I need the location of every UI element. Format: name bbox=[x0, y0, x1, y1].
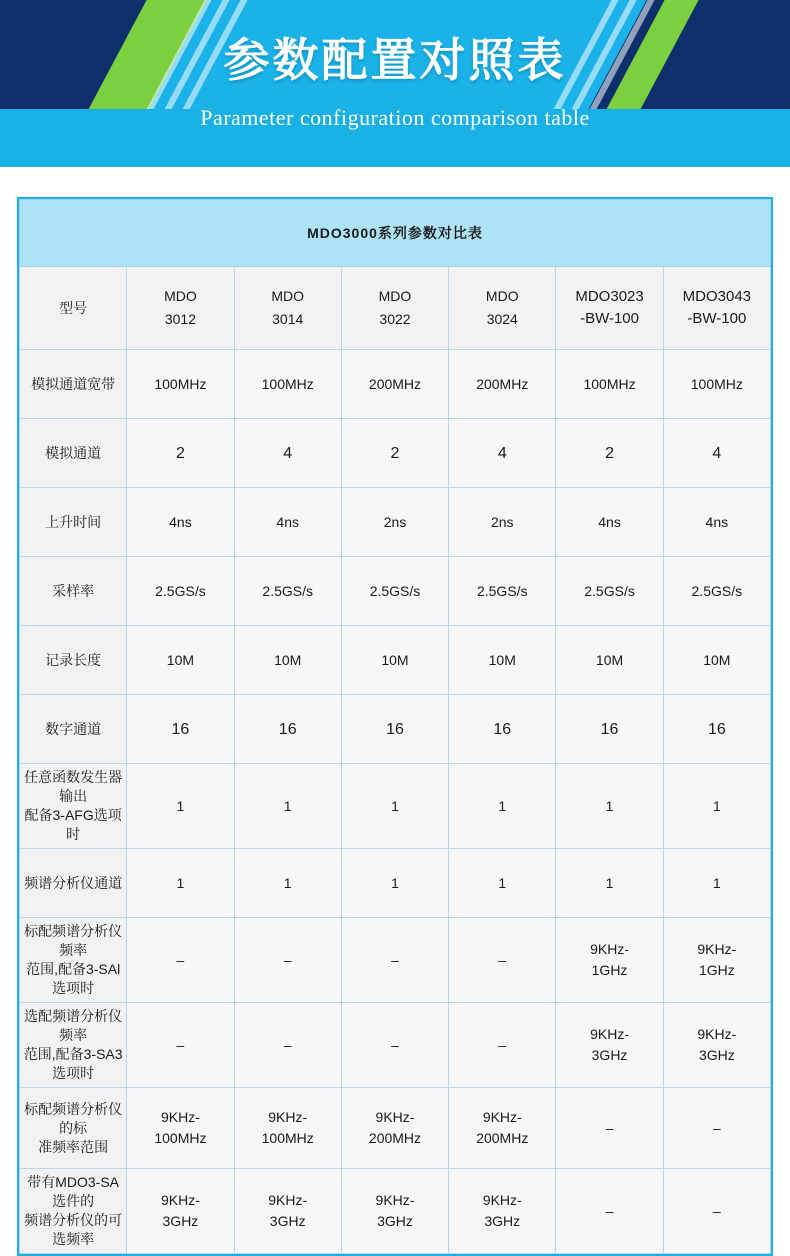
table-row bbox=[20, 419, 771, 488]
cell-5-4: 16 bbox=[556, 695, 663, 764]
column-header-5 bbox=[663, 267, 770, 350]
cell-2-2: 2ns bbox=[341, 488, 448, 557]
cell-7-4: 1 bbox=[556, 849, 663, 918]
row-label-10-line1: 标配频谱分析仪的标 bbox=[24, 1100, 123, 1136]
cell-10-2: 9KHz- 200MHz bbox=[341, 1088, 448, 1169]
table-row bbox=[20, 1169, 771, 1254]
cell-1-5: 4 bbox=[663, 419, 770, 488]
cell-4-5: 10M bbox=[663, 626, 770, 695]
cell-0-2: 200MHz bbox=[341, 350, 448, 419]
cell-9-2: – bbox=[341, 1003, 448, 1088]
cell-1-4: 2 bbox=[556, 419, 663, 488]
cell-9-5: 9KHz- 3GHz bbox=[663, 1003, 770, 1088]
cell-0-0: 100MHz bbox=[127, 350, 234, 419]
cell-8-2: – bbox=[341, 918, 448, 1003]
cell-3-0: 2.5GS/s bbox=[127, 557, 234, 626]
row-label-6-line1: 任意函数发生器输出 bbox=[24, 769, 123, 804]
column-header-0-line1: MDO bbox=[164, 288, 197, 304]
row-label-9-line2: 范围,配备3-SA3选项时 bbox=[23, 1046, 123, 1081]
cell-2-1: 4ns bbox=[234, 488, 341, 557]
cell-5-3: 16 bbox=[449, 695, 556, 764]
cell-8-3: – bbox=[449, 918, 556, 1003]
cell-3-1: 2.5GS/s bbox=[234, 557, 341, 626]
cell-3-3: 2.5GS/s bbox=[449, 557, 556, 626]
cell-7-2: 1 bbox=[341, 849, 448, 918]
column-header-2-line1: MDO bbox=[378, 288, 412, 304]
cell-7-0: 1 bbox=[127, 849, 234, 918]
cell-10-4: – bbox=[556, 1088, 663, 1169]
column-header-4-line2: -BW-100 bbox=[580, 310, 639, 327]
cell-8-0: – bbox=[127, 918, 234, 1003]
column-header-2-line2: 3022 bbox=[379, 311, 411, 327]
row-label-11-line2: 频谱分析仪的可选频率 bbox=[24, 1212, 123, 1247]
cell-9-3: – bbox=[449, 1003, 556, 1088]
cell-1-1: 4 bbox=[234, 419, 341, 488]
cell-10-1: 9KHz- 100MHz bbox=[234, 1088, 341, 1169]
table-row bbox=[20, 918, 771, 1003]
row-label-2: 上升时间 bbox=[20, 488, 127, 557]
table-header-row bbox=[20, 267, 771, 350]
page-title: 参数配置对照表 bbox=[223, 34, 567, 86]
cell-6-5: 1 bbox=[663, 764, 770, 849]
cell-8-5: 9KHz- 1GHz bbox=[663, 918, 770, 1003]
cell-3-5: 2.5GS/s bbox=[663, 557, 770, 626]
spec-table-body bbox=[20, 200, 771, 1254]
column-header-0-line2: 3012 bbox=[164, 311, 196, 327]
row-label-11 bbox=[20, 1169, 127, 1254]
page-subtitle: Parameter configuration comparison table bbox=[200, 105, 590, 130]
cell-10-0: 9KHz- 100MHz bbox=[127, 1088, 234, 1169]
cell-8-4: 9KHz- 1GHz bbox=[556, 918, 663, 1003]
table-row bbox=[20, 1003, 771, 1088]
column-header-2 bbox=[341, 267, 448, 350]
row-label-3: 采样率 bbox=[20, 557, 127, 626]
row-label-7: 频谱分析仪通道 bbox=[20, 849, 127, 918]
cell-4-0: 10M bbox=[127, 626, 234, 695]
table-row bbox=[20, 1088, 771, 1169]
cell-0-1: 100MHz bbox=[234, 350, 341, 419]
table-row bbox=[20, 695, 771, 764]
cell-3-2: 2.5GS/s bbox=[341, 557, 448, 626]
row-label-6-line2: 配备3-AFG选项时 bbox=[24, 807, 122, 842]
cell-1-2: 2 bbox=[341, 419, 448, 488]
spec-table-container bbox=[17, 197, 773, 1256]
row-label-9-line1: 选配频谱分析仪频率 bbox=[24, 1008, 123, 1043]
row-label-10 bbox=[20, 1088, 127, 1169]
row-label-8-line1: 标配频谱分析仪频率 bbox=[24, 923, 123, 958]
header-corner-label: 型号 bbox=[20, 267, 127, 350]
column-header-3-line2: 3024 bbox=[486, 311, 518, 327]
cell-2-4: 4ns bbox=[556, 488, 663, 557]
row-label-10-line2: 准频率范围 bbox=[38, 1138, 109, 1155]
spec-table bbox=[19, 199, 771, 1254]
cell-7-3: 1 bbox=[449, 849, 556, 918]
column-header-0 bbox=[127, 267, 234, 350]
cell-8-1: – bbox=[234, 918, 341, 1003]
row-label-8 bbox=[20, 918, 127, 1003]
cell-11-0: 9KHz- 3GHz bbox=[127, 1169, 234, 1254]
row-label-11-line1: 带有MDO3-SA选件的 bbox=[27, 1174, 120, 1209]
cell-6-2: 1 bbox=[341, 764, 448, 849]
cell-7-1: 1 bbox=[234, 849, 341, 918]
table-row bbox=[20, 350, 771, 419]
column-header-5-line1: MDO3043 bbox=[682, 288, 752, 305]
page-header-banner bbox=[0, 0, 790, 167]
column-header-1 bbox=[234, 267, 341, 350]
table-row bbox=[20, 557, 771, 626]
cell-10-5: – bbox=[663, 1088, 770, 1169]
cell-4-4: 10M bbox=[556, 626, 663, 695]
row-label-1: 模拟通道 bbox=[20, 419, 127, 488]
cell-11-4: – bbox=[556, 1169, 663, 1254]
row-label-9 bbox=[20, 1003, 127, 1088]
cell-5-2: 16 bbox=[341, 695, 448, 764]
cell-0-5: 100MHz bbox=[663, 350, 770, 419]
cell-5-5: 16 bbox=[663, 695, 770, 764]
cell-2-3: 2ns bbox=[449, 488, 556, 557]
cell-9-4: 9KHz- 3GHz bbox=[556, 1003, 663, 1088]
cell-0-4: 100MHz bbox=[556, 350, 663, 419]
column-header-1-line1: MDO bbox=[271, 288, 305, 304]
cell-2-0: 4ns bbox=[127, 488, 234, 557]
column-header-4 bbox=[556, 267, 663, 350]
cell-6-3: 1 bbox=[449, 764, 556, 849]
column-header-4-line1: MDO3023 bbox=[575, 288, 644, 305]
cell-5-1: 16 bbox=[234, 695, 341, 764]
cell-10-3: 9KHz- 200MHz bbox=[449, 1088, 556, 1169]
cell-9-1: – bbox=[234, 1003, 341, 1088]
row-label-6 bbox=[20, 764, 127, 849]
cell-6-4: 1 bbox=[556, 764, 663, 849]
table-row bbox=[20, 626, 771, 695]
cell-3-4: 2.5GS/s bbox=[556, 557, 663, 626]
row-label-8-line2: 范围,配备3-SAl选项时 bbox=[26, 961, 121, 996]
column-header-3-line1: MDO bbox=[485, 288, 519, 304]
cell-7-5: 1 bbox=[663, 849, 770, 918]
cell-11-3: 9KHz- 3GHz bbox=[449, 1169, 556, 1254]
cell-1-3: 4 bbox=[449, 419, 556, 488]
cell-4-1: 10M bbox=[234, 626, 341, 695]
table-caption-row bbox=[20, 200, 771, 267]
cell-4-3: 10M bbox=[449, 626, 556, 695]
cell-4-2: 10M bbox=[341, 626, 448, 695]
table-row bbox=[20, 488, 771, 557]
cell-9-0: – bbox=[127, 1003, 234, 1088]
table-row bbox=[20, 849, 771, 918]
table-caption: MDO3000系列参数对比表 bbox=[20, 200, 771, 267]
cell-1-0: 2 bbox=[127, 419, 234, 488]
column-header-1-line2: 3014 bbox=[272, 311, 304, 327]
cell-11-5: – bbox=[663, 1169, 770, 1254]
table-row bbox=[20, 764, 771, 849]
cell-11-1: 9KHz- 3GHz bbox=[234, 1169, 341, 1254]
cell-11-2: 9KHz- 3GHz bbox=[341, 1169, 448, 1254]
row-label-0: 模拟通道宽带 bbox=[20, 350, 127, 419]
cell-6-0: 1 bbox=[127, 764, 234, 849]
cell-2-5: 4ns bbox=[663, 488, 770, 557]
column-header-5-line2: -BW-100 bbox=[687, 310, 747, 327]
cell-5-0: 16 bbox=[127, 695, 234, 764]
row-label-5: 数字通道 bbox=[20, 695, 127, 764]
column-header-3 bbox=[449, 267, 556, 350]
row-label-4: 记录长度 bbox=[20, 626, 127, 695]
cell-6-1: 1 bbox=[234, 764, 341, 849]
cell-0-3: 200MHz bbox=[449, 350, 556, 419]
